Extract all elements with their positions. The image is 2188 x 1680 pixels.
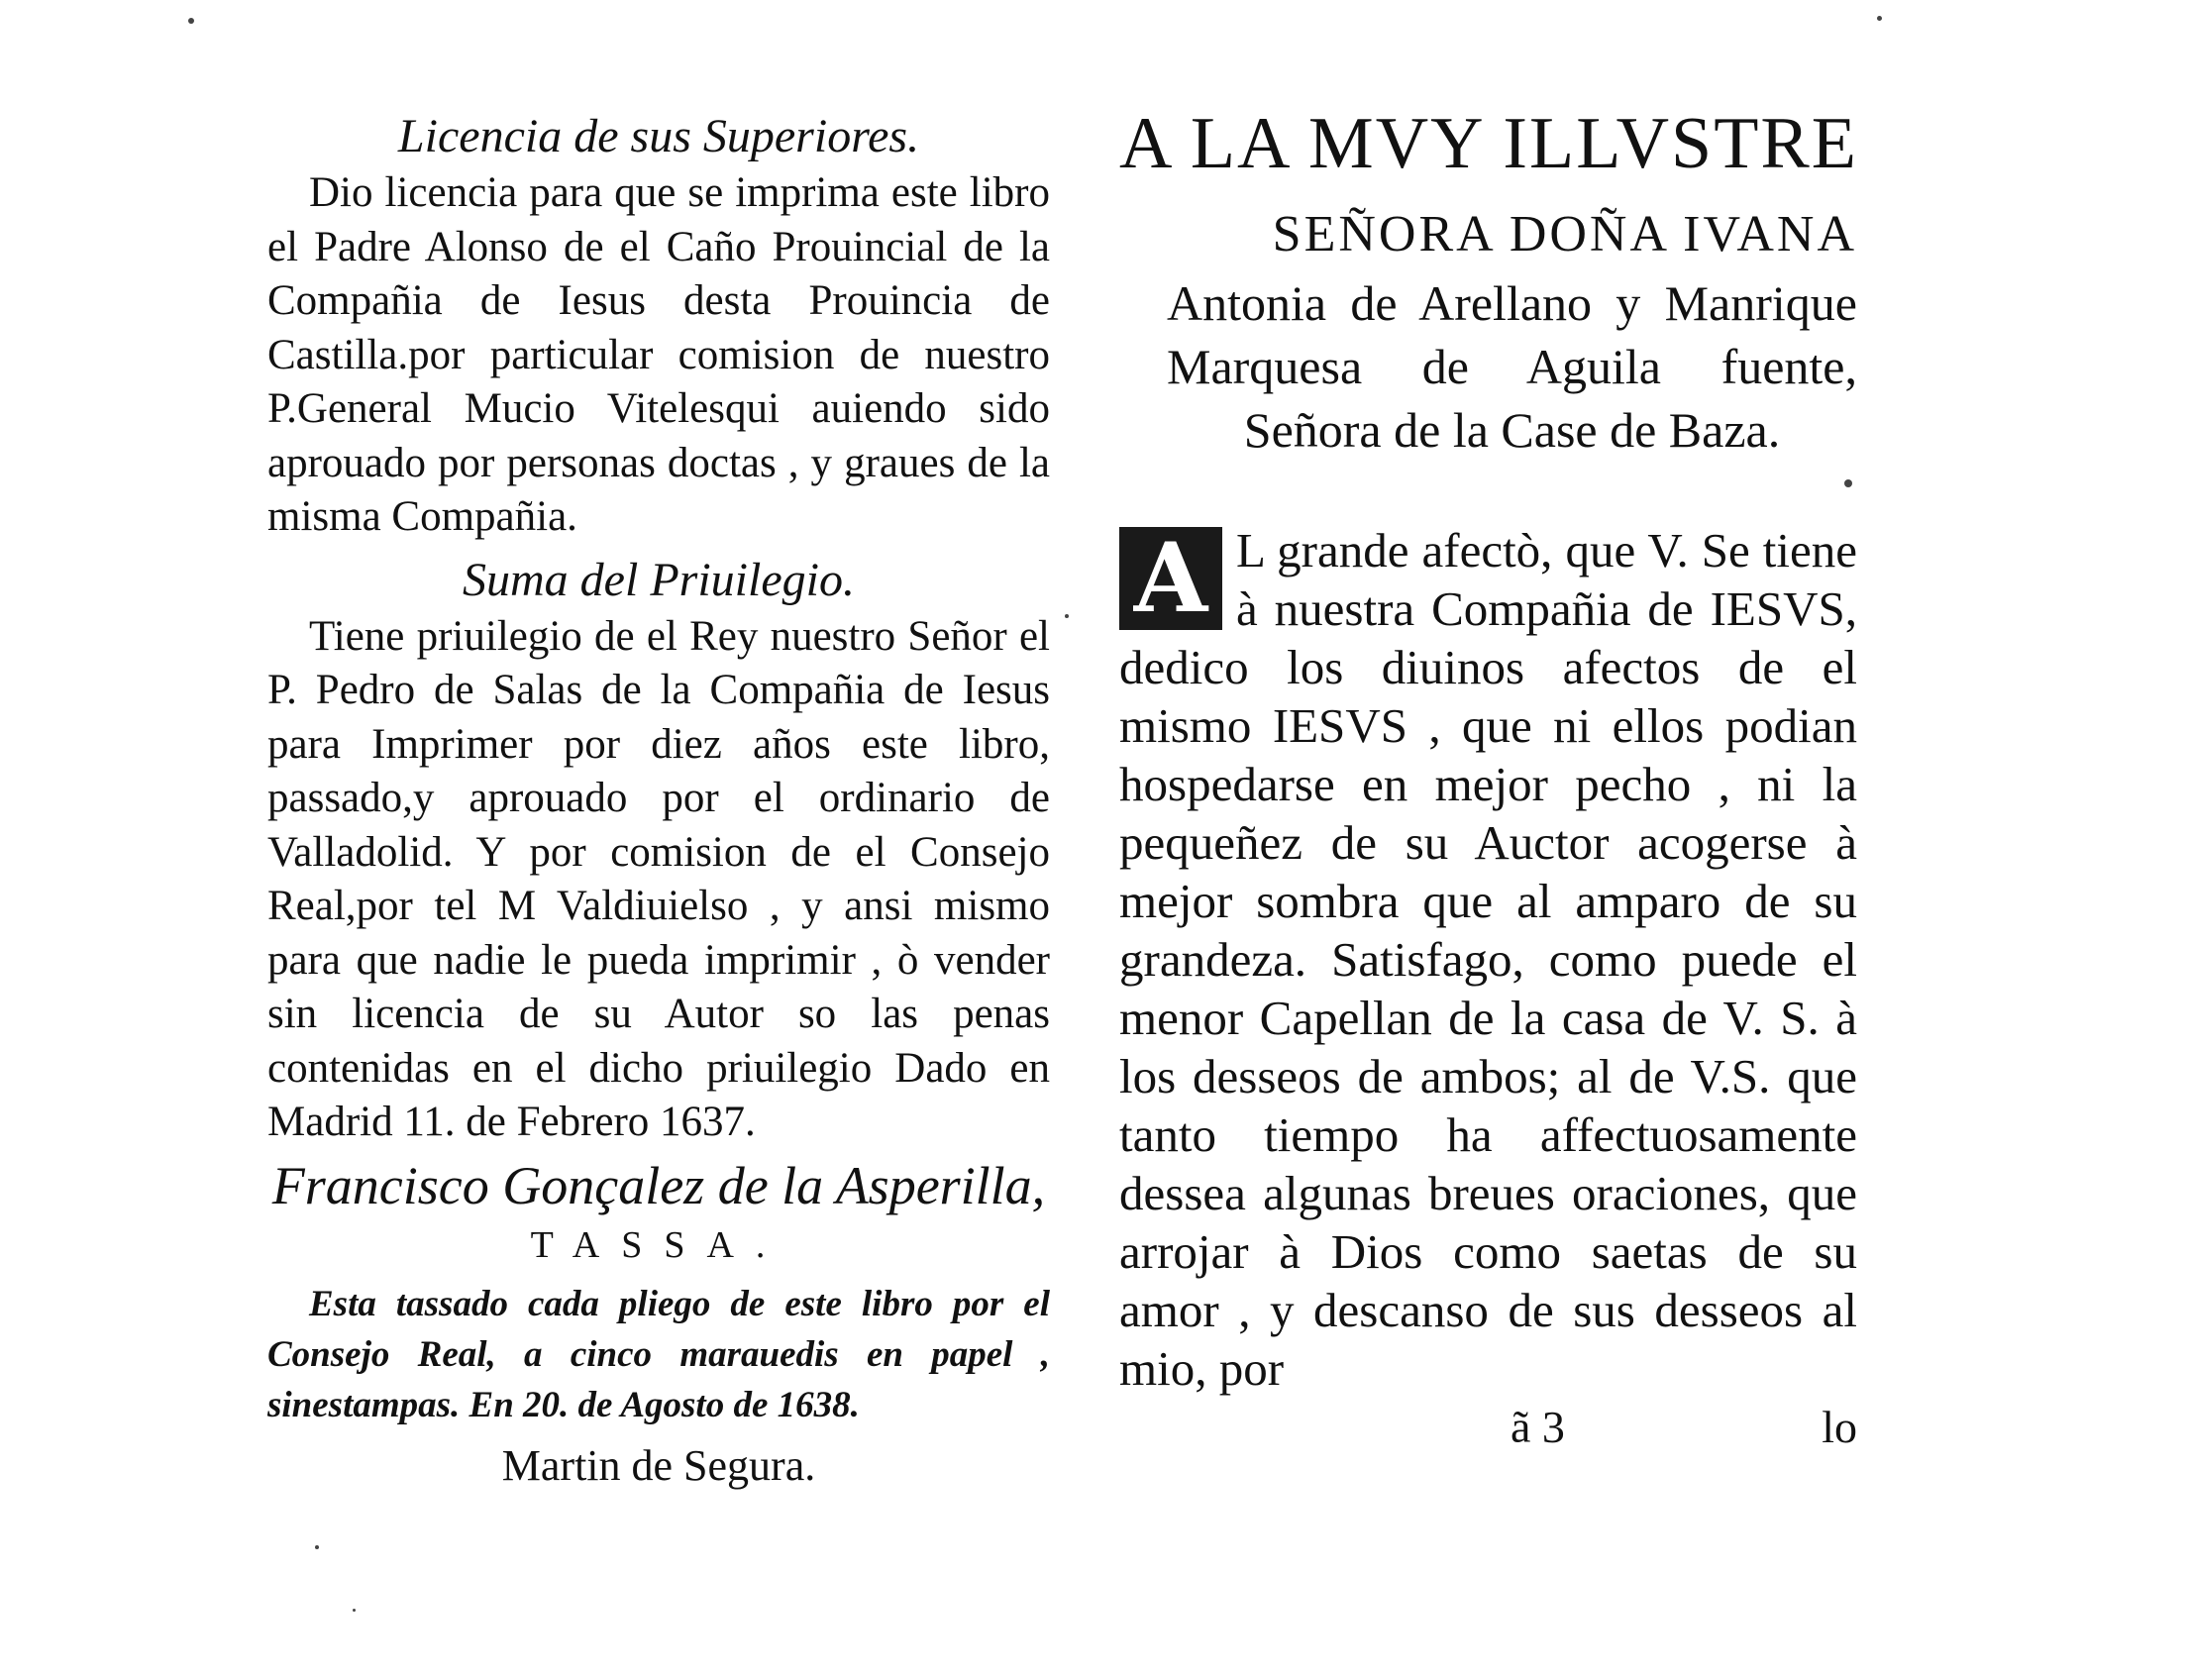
- privilege-text: Tiene priuilegio de el Rey nuestro Señor el P. Pedro de Salas de la Compañia de Iesus para Imprimer por diez años este libro, passado,y aprouado por el ordinario de Valladolid. Y por comision de el Consejo Real,por tel M Valdiuielso , y ansi mismo para que nadie le pueda imprimir , ò vender sin licencia de su Autor so las penas contenidas en el dicho priuilegio Dado en Madrid 11. de Febrero 1637.: [267, 612, 1050, 1145]
- tassa-heading: TASSA.: [530, 1223, 787, 1266]
- scan-speck: [188, 18, 194, 24]
- right-page: [1119, 0, 1857, 1457]
- scan-speck: [353, 1609, 356, 1612]
- scan-speck: [1877, 16, 1882, 21]
- ornamental-drop-cap: A: [1119, 527, 1222, 630]
- printer-name: Martin de Segura.: [501, 1440, 816, 1490]
- license-text: Dio licencia para que se imprima este libro el Padre Alonso de el Caño Prouincial de la Compañia de Iesus desta Prouincia de Castilla.por particular comision de nuestro P.General Mucio Vitelesqui auiendo sido aprouado por personas doctas , y graues de la misma Compañia.: [267, 169, 1050, 540]
- tassa-text: Esta tassado cada pliego de este libro por el Consejo Real, a cinco marauedis en papel , sinestampas. En 20. de Agosto de 1638.: [267, 1283, 1050, 1425]
- scan-speck: [315, 1545, 319, 1549]
- privilege-heading: Suma del Priuilegio.: [463, 553, 855, 606]
- page-footer: [1119, 1398, 1857, 1457]
- scan-speck: [1065, 614, 1069, 618]
- recipient-name-caps: SEÑORA DOÑA IVANA: [1272, 206, 1857, 262]
- recipient-title: Antonia de Arellano y Manrique Marquesa de Aguila fuente, Señora de la Case de Baza.: [1167, 275, 1857, 458]
- signature-mark: ã 3: [1511, 1402, 1565, 1452]
- left-page: [267, 0, 1050, 1494]
- dedication-body: [1119, 521, 1857, 1398]
- licenser-signature: Francisco Gonçalez de la Asperilla,: [271, 1155, 1046, 1215]
- dedication-text: L grande afectò, que V. Se tiene à nuestra Compañia de IESVS, dedico los diuinos afectos de el mismo IESVS , que ni ellos podian hospedarse en mejor pecho , ni la pequeñez de su Auctor acogerse à mejor sombra que al amparo de su grandeza. Satisfago, como puede el menor Capellan de la casa de V. S. à los desseos de ambos; al de V.S. que tanto tiempo ha affectuosamente dessea algunas breues oraciones, que arrojar à Dios como saetas de su amor , y descanso de sus desseos al mio, por: [1119, 523, 1857, 1396]
- catchword: lo: [1822, 1402, 1857, 1452]
- license-heading: Licencia de sus Superiores.: [397, 110, 920, 162]
- dedication-title: A LA MVY ILLVSTRE: [1119, 103, 1858, 184]
